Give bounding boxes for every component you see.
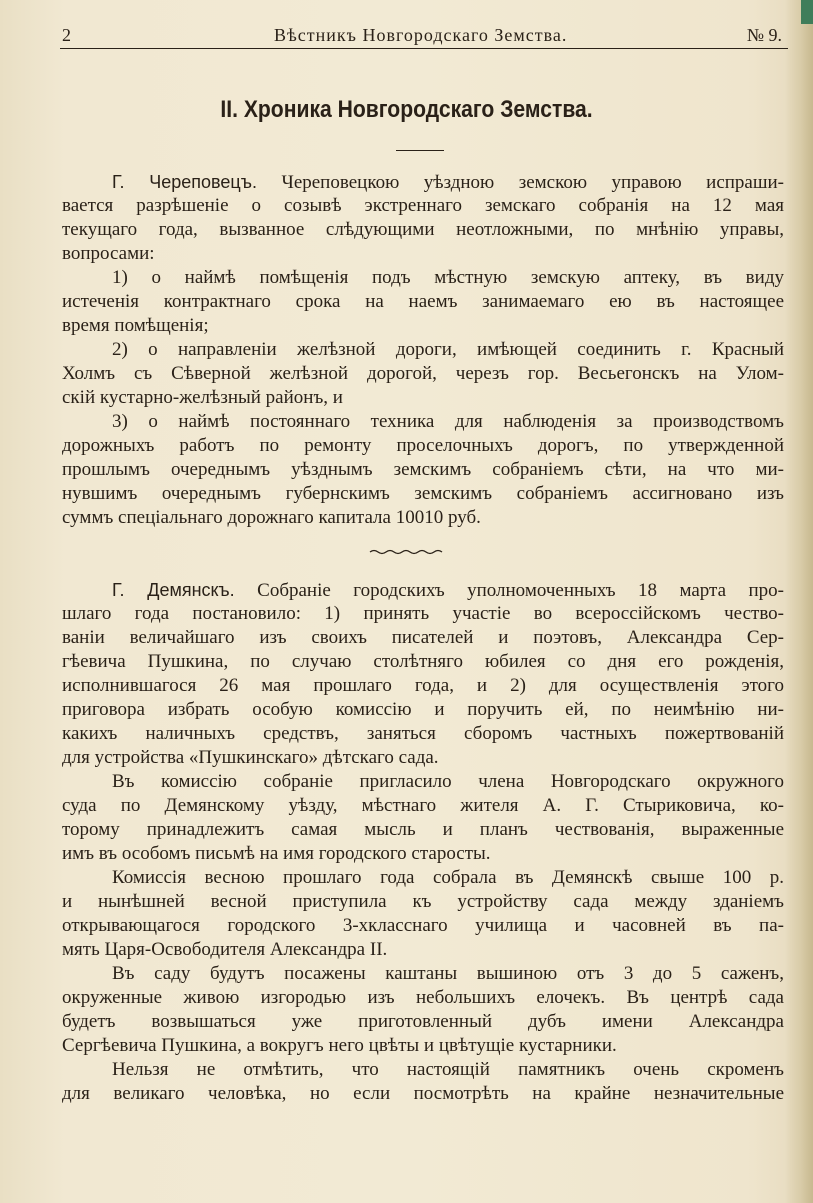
article-demyansk-line: для великаго человѣка, но если посмотрѣть на крайне незначительные: [62, 1083, 784, 1104]
article-cherepovets-line: текущаго года, вызванное слѣдующими неотложными, по мнѣнію управы,: [62, 219, 784, 240]
article-demyansk-line: торому принадлежитъ самая мысль и планъ чествованія, выраженные: [62, 819, 784, 840]
article-demyansk-line: Нельзя не отмѣтить, что настоящій памятникъ очень скроменъ: [112, 1059, 784, 1080]
page-edge-shadow: [785, 0, 813, 1203]
article-cherepovets-line: 2) о направленіи желѣзной дороги, имѣющей соединить г. Красный: [112, 339, 784, 360]
article-demyansk-line: и нынѣшней весной приступила къ устройству сада между зданіемъ: [62, 891, 784, 912]
section-title: II. Хроника Новгородскаго Земства.: [220, 96, 593, 123]
article-demyansk-line: Комиссія весною прошлаго года собрала въ Демянскѣ свыше 100 р.: [112, 867, 784, 888]
article-demyansk-line: какихъ наличныхъ средствъ, заняться сборомъ частныхъ пожертвованій: [62, 723, 784, 744]
article-demyansk-line: имъ въ особомъ письмѣ на имя городского старосты.: [62, 843, 491, 864]
article-cherepovets-line: время помѣщенія;: [62, 315, 209, 336]
article-demyansk-line: шлаго года постановило: 1) принять участіе во всероссійскомъ чество-: [62, 603, 784, 624]
article-demyansk-line: Въ саду будутъ посажены каштаны вышиною отъ 3 до 5 саженъ,: [112, 963, 784, 984]
article-demyansk-line: Г. Демянскъ. Собраніе городскихъ уполномоченныхъ 18 марта про-: [112, 580, 784, 601]
title-divider: [396, 150, 444, 151]
article-demyansk-line: исполнившагося 26 мая прошлаго года, и 2) для осуществленія этого: [62, 675, 784, 696]
article-cherepovets-line: дорожныхъ работъ по ремонту проселочныхъ дорогъ, по утвержденной: [62, 435, 784, 456]
binding-tab: [801, 0, 813, 24]
article-demyansk-line: приговора избрать особую комиссію и поручить ей, по неимѣнію ни-: [62, 699, 784, 720]
running-header: [62, 23, 786, 49]
article-demyansk-line: мять Царя-Освободителя Александра II.: [62, 939, 388, 960]
issue-number: № 9.: [746, 25, 782, 45]
article-lead-cherepovets: Г. Череповецъ.: [112, 172, 257, 192]
article-cherepovets-line: Холмъ съ Сѣверной желѣзной дорогой, черезъ гор. Весьегонскъ на Улом-: [62, 363, 784, 384]
article-demyansk-line: открывающагося городского 3-хкласснаго училища и часовней въ па-: [62, 915, 784, 936]
page-number: 2: [62, 25, 71, 45]
article-cherepovets-line: 3) о наймѣ постояннаго техника для наблюденія за производствомъ: [112, 411, 784, 432]
article-cherepovets-line: скій кустарно-желѣзный районъ, и: [62, 387, 343, 408]
article-demyansk-line: будетъ возвышаться уже приготовленный дубъ имени Александра: [62, 1011, 784, 1032]
header-rule: [60, 48, 788, 49]
article-demyansk-line: Въ комиссію собраніе пригласило члена Новгородскаго окружного: [112, 771, 784, 792]
article-cherepovets-line: 1) о наймѣ помѣщенія подъ мѣстную земскую аптеку, въ виду: [112, 267, 784, 288]
article-demyansk-line: ваніи величайшаго изъ своихъ писателей и поэтовъ, Александра Сер-: [62, 627, 784, 648]
article-cherepovets-line: Г. Череповецъ. Череповецкою уѣздною земскою управою испраши-: [112, 172, 784, 193]
article-demyansk-line: окруженные живою изгородью изъ небольшихъ елочекъ. Въ центрѣ сада: [62, 987, 784, 1008]
article-cherepovets-line: вопросами:: [62, 243, 155, 264]
article-cherepovets-line: нувшимъ очереднымъ губернскимъ земскимъ собраніемъ ассигновано изъ: [62, 483, 784, 504]
journal-title: Вѣстникъ Новгородскаго Земства.: [274, 25, 568, 45]
article-demyansk-line: Сергѣевича Пушкина, а вокругъ него цвѣты и цвѣтущіе кустарники.: [62, 1035, 617, 1056]
article-cherepovets-line: истеченія контрактнаго срока на наемъ занимаемаго ею въ настоящее: [62, 291, 784, 312]
article-demyansk-line: для устройства «Пушкинскаго» дѣтскаго сада.: [62, 747, 439, 768]
article-cherepovets-line: суммъ спеціальнаго дорожнаго капитала 10010 руб.: [62, 507, 481, 528]
article-lead-demyansk: Г. Демянскъ.: [112, 580, 235, 600]
article-demyansk-line: суда по Демянскому уѣзду, мѣстнаго жителя А. Г. Стыриковича, ко-: [62, 795, 784, 816]
article-cherepovets-line: прошлымъ очереднымъ уѣзднымъ земскимъ собраніемъ сѣти, на что ми-: [62, 459, 784, 480]
ornamental-divider: [368, 548, 444, 556]
article-demyansk-line: гѣевича Пушкина, по случаю столѣтняго юбилея со дня его рожденія,: [62, 651, 784, 672]
article-cherepovets-line: вается разрѣшеніе о созывѣ экстреннаго земскаго собранія на 12 мая: [62, 195, 784, 216]
